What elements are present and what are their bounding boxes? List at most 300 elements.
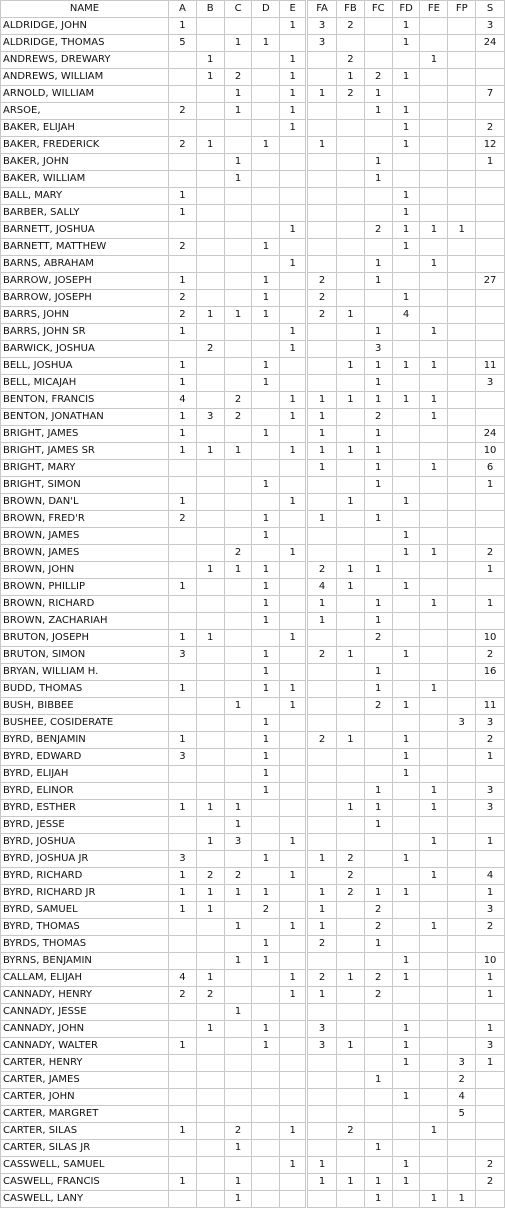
count-cell [476, 1140, 505, 1157]
table-row [1, 868, 505, 885]
count-cell: 3 [476, 715, 505, 732]
count-cell [224, 1055, 252, 1072]
count-cell: 1 [364, 1140, 392, 1157]
count-cell: 2 [169, 290, 197, 307]
count-cell [224, 715, 252, 732]
count-cell [196, 290, 224, 307]
count-cell [252, 1191, 280, 1208]
count-cell [336, 103, 364, 120]
col-header-fp: FP [448, 1, 476, 18]
count-cell [196, 1174, 224, 1191]
name-cell: BAKER, FREDERICK [1, 137, 169, 154]
count-cell [364, 1089, 392, 1106]
count-cell [364, 290, 392, 307]
count-cell: 1 [280, 868, 307, 885]
name-cell: BYRD, THOMAS [1, 919, 169, 936]
count-cell: 5 [169, 35, 197, 52]
count-cell [392, 154, 420, 171]
count-cell [448, 868, 476, 885]
count-cell: 2 [169, 307, 197, 324]
count-cell: 1 [364, 477, 392, 494]
count-cell [280, 460, 307, 477]
count-cell: 1 [420, 324, 448, 341]
count-cell: 1 [196, 800, 224, 817]
count-cell [224, 324, 252, 341]
count-cell [169, 154, 197, 171]
count-cell [307, 783, 337, 800]
count-cell [196, 1072, 224, 1089]
count-cell: 1 [224, 1174, 252, 1191]
table-row [1, 1157, 505, 1174]
count-cell [336, 324, 364, 341]
table-row [1, 1191, 505, 1208]
count-cell [252, 18, 280, 35]
count-cell [392, 868, 420, 885]
count-cell [364, 766, 392, 783]
table-row [1, 936, 505, 953]
count-cell: 1 [392, 698, 420, 715]
count-cell: 1 [252, 239, 280, 256]
count-cell [448, 749, 476, 766]
table-row [1, 834, 505, 851]
count-cell [280, 307, 307, 324]
count-cell [448, 817, 476, 834]
count-cell [169, 1021, 197, 1038]
count-cell [307, 171, 337, 188]
name-cell: BARWICK, JOSHUA [1, 341, 169, 358]
count-cell: 11 [476, 698, 505, 715]
count-cell: 1 [224, 103, 252, 120]
count-cell: 1 [392, 120, 420, 137]
count-cell [448, 630, 476, 647]
count-cell [169, 545, 197, 562]
table-row [1, 970, 505, 987]
count-cell: 1 [420, 681, 448, 698]
count-cell: 1 [252, 596, 280, 613]
count-cell [196, 494, 224, 511]
count-cell [196, 1140, 224, 1157]
count-cell: 1 [280, 103, 307, 120]
count-cell: 1 [196, 307, 224, 324]
count-cell [420, 511, 448, 528]
count-cell: 1 [336, 647, 364, 664]
count-cell: 1 [169, 188, 197, 205]
count-cell: 1 [252, 664, 280, 681]
count-cell [224, 1021, 252, 1038]
count-cell [252, 392, 280, 409]
count-cell [196, 239, 224, 256]
count-cell: 1 [392, 239, 420, 256]
count-cell [252, 52, 280, 69]
count-cell [392, 1072, 420, 1089]
count-cell [307, 120, 337, 137]
count-cell [448, 35, 476, 52]
count-cell [224, 970, 252, 987]
count-cell: 1 [224, 1140, 252, 1157]
table-row [1, 749, 505, 766]
count-cell: 1 [420, 256, 448, 273]
count-cell [169, 1055, 197, 1072]
count-cell: 1 [364, 1174, 392, 1191]
count-cell [476, 171, 505, 188]
count-cell [392, 52, 420, 69]
table-row [1, 511, 505, 528]
count-cell: 1 [196, 443, 224, 460]
count-cell: 2 [476, 1157, 505, 1174]
count-cell [224, 460, 252, 477]
count-cell [224, 137, 252, 154]
count-cell [280, 528, 307, 545]
count-cell [307, 1089, 337, 1106]
count-cell [280, 1055, 307, 1072]
count-cell: 1 [420, 868, 448, 885]
name-cell: CARTER, JOHN [1, 1089, 169, 1106]
count-cell: 5 [448, 1106, 476, 1123]
count-cell [196, 273, 224, 290]
count-cell [196, 375, 224, 392]
count-cell: 1 [336, 307, 364, 324]
table-body [1, 18, 505, 1208]
count-cell [392, 681, 420, 698]
name-cell: BARROW, JOSEPH [1, 290, 169, 307]
count-cell [280, 1174, 307, 1191]
name-cell: ARNOLD, WILLIAM [1, 86, 169, 103]
count-cell: 1 [364, 1191, 392, 1208]
count-cell [252, 409, 280, 426]
count-cell [307, 222, 337, 239]
col-header-b: B [196, 1, 224, 18]
count-cell [420, 1055, 448, 1072]
count-cell [392, 800, 420, 817]
col-header-fb: FB [336, 1, 364, 18]
count-cell [252, 1089, 280, 1106]
count-cell: 3 [169, 851, 197, 868]
count-cell [169, 528, 197, 545]
name-cell: BYRD, SAMUEL [1, 902, 169, 919]
table-row [1, 562, 505, 579]
count-cell: 1 [392, 137, 420, 154]
count-cell [448, 528, 476, 545]
count-cell: 2 [364, 222, 392, 239]
count-cell: 1 [169, 1174, 197, 1191]
count-cell [420, 1174, 448, 1191]
count-cell: 1 [169, 681, 197, 698]
count-cell [392, 324, 420, 341]
count-cell [224, 528, 252, 545]
count-cell [224, 630, 252, 647]
count-cell [280, 783, 307, 800]
col-header-d: D [252, 1, 280, 18]
count-cell [196, 953, 224, 970]
count-cell [364, 18, 392, 35]
count-cell [307, 698, 337, 715]
count-cell: 2 [307, 273, 337, 290]
count-cell [420, 953, 448, 970]
count-cell [336, 817, 364, 834]
table-row [1, 783, 505, 800]
count-cell [448, 1140, 476, 1157]
table-row [1, 256, 505, 273]
count-cell: 2 [224, 392, 252, 409]
name-cell: BARNETT, JOSHUA [1, 222, 169, 239]
count-cell: 1 [364, 86, 392, 103]
count-cell: 1 [169, 494, 197, 511]
count-cell [476, 324, 505, 341]
count-cell: 1 [476, 1021, 505, 1038]
table-row [1, 919, 505, 936]
count-cell: 1 [252, 766, 280, 783]
count-cell [280, 715, 307, 732]
count-cell: 1 [420, 52, 448, 69]
count-cell [169, 613, 197, 630]
count-cell: 2 [307, 307, 337, 324]
count-cell: 1 [252, 1021, 280, 1038]
count-cell: 1 [169, 324, 197, 341]
count-cell [307, 494, 337, 511]
count-cell [448, 375, 476, 392]
count-cell [280, 171, 307, 188]
count-cell [280, 477, 307, 494]
count-cell: 1 [364, 103, 392, 120]
count-cell [252, 69, 280, 86]
count-cell: 1 [420, 222, 448, 239]
count-cell [392, 817, 420, 834]
count-cell: 1 [196, 69, 224, 86]
count-cell: 1 [392, 732, 420, 749]
count-cell [476, 1123, 505, 1140]
table-row [1, 307, 505, 324]
name-cell: BROWN, DAN'L [1, 494, 169, 511]
count-cell [224, 613, 252, 630]
count-cell [448, 987, 476, 1004]
count-cell [476, 222, 505, 239]
count-cell: 1 [364, 324, 392, 341]
count-cell [307, 953, 337, 970]
col-header-fe: FE [420, 1, 448, 18]
count-cell: 1 [364, 460, 392, 477]
count-cell [252, 205, 280, 222]
count-cell [196, 851, 224, 868]
count-cell [420, 18, 448, 35]
count-cell [336, 35, 364, 52]
count-cell: 1 [364, 596, 392, 613]
count-cell [336, 1157, 364, 1174]
count-cell [420, 477, 448, 494]
count-cell [196, 188, 224, 205]
count-cell: 1 [336, 392, 364, 409]
count-cell [364, 1106, 392, 1123]
name-cell: BELL, MICAJAH [1, 375, 169, 392]
count-cell [420, 103, 448, 120]
count-cell: 3 [196, 409, 224, 426]
count-cell [336, 1004, 364, 1021]
count-cell [252, 970, 280, 987]
count-cell [364, 35, 392, 52]
count-cell: 2 [364, 987, 392, 1004]
count-cell [196, 460, 224, 477]
count-cell [448, 834, 476, 851]
count-cell [307, 749, 337, 766]
count-cell [224, 18, 252, 35]
name-cell: CANNADY, JOHN [1, 1021, 169, 1038]
count-cell [336, 936, 364, 953]
count-cell: 3 [307, 1038, 337, 1055]
count-cell: 1 [476, 562, 505, 579]
count-cell [224, 426, 252, 443]
count-cell: 1 [336, 358, 364, 375]
count-cell: 1 [252, 647, 280, 664]
table-row [1, 341, 505, 358]
count-cell [196, 35, 224, 52]
count-cell: 2 [364, 919, 392, 936]
count-cell [280, 579, 307, 596]
count-cell [364, 715, 392, 732]
count-cell: 1 [224, 1004, 252, 1021]
count-cell [307, 341, 337, 358]
count-cell [280, 664, 307, 681]
count-cell: 1 [364, 392, 392, 409]
count-cell [280, 732, 307, 749]
count-cell: 3 [448, 1055, 476, 1072]
table-row [1, 851, 505, 868]
count-cell: 1 [169, 800, 197, 817]
count-cell [392, 987, 420, 1004]
count-cell: 1 [392, 103, 420, 120]
count-cell: 1 [280, 1157, 307, 1174]
count-cell [476, 1089, 505, 1106]
count-cell [364, 239, 392, 256]
count-cell [448, 494, 476, 511]
name-cell: CARTER, SILAS JR [1, 1140, 169, 1157]
count-cell: 2 [364, 630, 392, 647]
count-cell: 1 [392, 579, 420, 596]
count-cell [364, 834, 392, 851]
count-cell: 1 [392, 749, 420, 766]
name-cell: BAKER, ELIJAH [1, 120, 169, 137]
count-cell: 1 [224, 171, 252, 188]
count-cell [448, 137, 476, 154]
count-cell [364, 120, 392, 137]
count-cell: 1 [476, 970, 505, 987]
count-cell: 1 [420, 409, 448, 426]
count-cell [476, 52, 505, 69]
count-cell: 1 [169, 443, 197, 460]
count-cell: 2 [307, 970, 337, 987]
count-cell: 1 [392, 35, 420, 52]
count-cell [420, 375, 448, 392]
count-cell [476, 69, 505, 86]
table-row [1, 732, 505, 749]
count-cell [420, 817, 448, 834]
table-row [1, 290, 505, 307]
count-cell [336, 137, 364, 154]
count-cell: 1 [392, 953, 420, 970]
count-cell [420, 630, 448, 647]
table-row [1, 409, 505, 426]
count-cell: 2 [224, 409, 252, 426]
name-cell: BUSH, BIBBEE [1, 698, 169, 715]
name-cell: BYRDS, THOMAS [1, 936, 169, 953]
table-row [1, 545, 505, 562]
count-cell: 1 [280, 970, 307, 987]
count-cell: 1 [196, 970, 224, 987]
count-cell: 1 [307, 1157, 337, 1174]
table-row [1, 987, 505, 1004]
name-cell: BRIGHT, SIMON [1, 477, 169, 494]
count-cell [392, 511, 420, 528]
count-cell [196, 154, 224, 171]
count-cell [307, 1106, 337, 1123]
count-cell: 2 [476, 1174, 505, 1191]
count-cell [448, 103, 476, 120]
count-cell: 2 [336, 52, 364, 69]
count-cell: 1 [196, 1021, 224, 1038]
count-cell [307, 477, 337, 494]
count-cell: 1 [364, 562, 392, 579]
count-cell: 1 [364, 443, 392, 460]
count-cell: 1 [364, 783, 392, 800]
count-cell: 1 [252, 936, 280, 953]
count-cell [224, 1038, 252, 1055]
count-cell [420, 1021, 448, 1038]
count-cell: 1 [364, 817, 392, 834]
count-cell: 16 [476, 664, 505, 681]
name-cell: ALDRIDGE, THOMAS [1, 35, 169, 52]
count-cell: 3 [476, 800, 505, 817]
count-cell [336, 273, 364, 290]
count-cell [196, 596, 224, 613]
count-cell: 2 [364, 902, 392, 919]
count-cell [280, 562, 307, 579]
count-cell [420, 664, 448, 681]
count-cell: 2 [364, 698, 392, 715]
count-cell [280, 817, 307, 834]
count-cell: 10 [476, 953, 505, 970]
table-row [1, 205, 505, 222]
count-cell [336, 154, 364, 171]
table-row [1, 1072, 505, 1089]
table-row [1, 1021, 505, 1038]
count-cell [224, 681, 252, 698]
table-row [1, 171, 505, 188]
name-cell: CANNADY, JESSE [1, 1004, 169, 1021]
count-cell [448, 647, 476, 664]
count-cell: 1 [307, 885, 337, 902]
count-cell [420, 987, 448, 1004]
count-cell [307, 545, 337, 562]
count-cell: 1 [252, 579, 280, 596]
count-cell: 2 [307, 290, 337, 307]
count-cell [364, 647, 392, 664]
count-cell [196, 426, 224, 443]
count-cell [420, 562, 448, 579]
table-row [1, 817, 505, 834]
name-cell: BROWN, RICHARD [1, 596, 169, 613]
count-cell [169, 953, 197, 970]
count-cell [196, 1157, 224, 1174]
count-cell: 1 [392, 1038, 420, 1055]
count-cell: 1 [392, 392, 420, 409]
count-cell [448, 664, 476, 681]
count-cell: 11 [476, 358, 505, 375]
table-row [1, 324, 505, 341]
count-cell [169, 936, 197, 953]
count-cell [364, 1123, 392, 1140]
count-cell [420, 154, 448, 171]
count-cell [476, 256, 505, 273]
name-cell: BELL, JOSHUA [1, 358, 169, 375]
count-cell: 6 [476, 460, 505, 477]
